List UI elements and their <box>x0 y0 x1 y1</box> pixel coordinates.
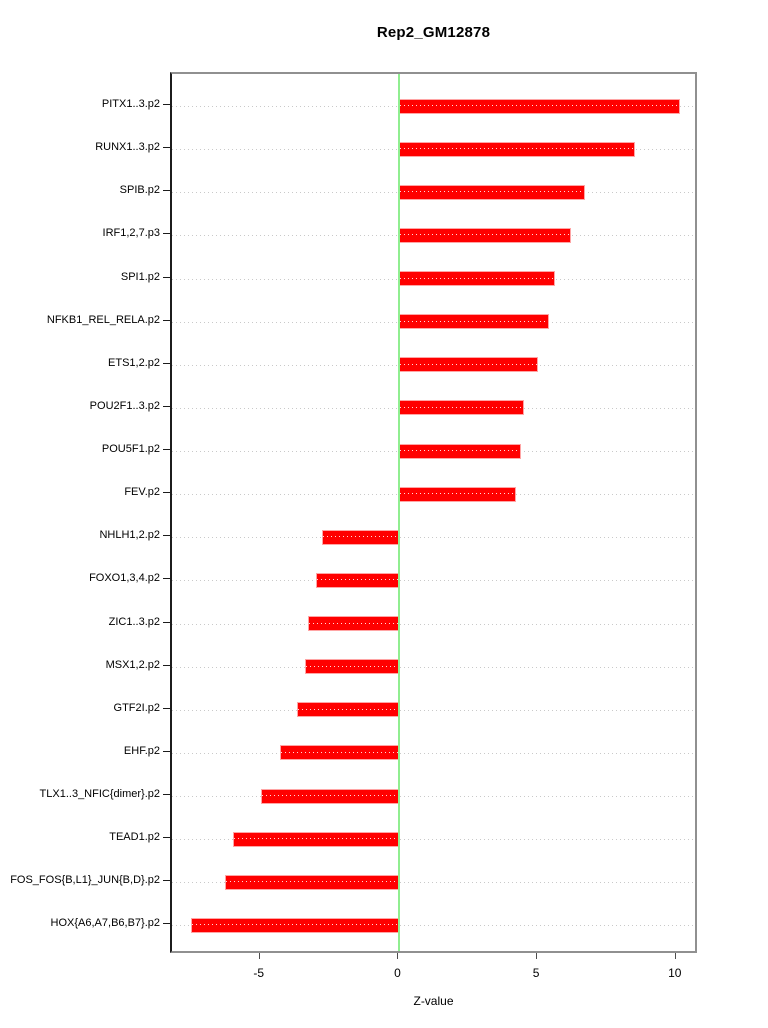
bar-IRF1,2,7.p3 <box>399 228 571 243</box>
y-tick-mark <box>163 320 170 321</box>
y-tick-label: GTF2I.p2 <box>113 701 160 714</box>
y-tick-label: NHLH1,2.p2 <box>99 529 160 542</box>
y-tick-mark <box>163 233 170 234</box>
y-tick-mark <box>163 837 170 838</box>
bar-grid-dots <box>281 752 398 753</box>
bar-ZIC1..3.p2 <box>308 616 400 631</box>
gridline <box>172 710 695 711</box>
y-tick-label: FOS_FOS{B,L1}_JUN{B,D}.p2 <box>10 874 160 887</box>
bar-GTF2I.p2 <box>297 702 400 717</box>
gridline <box>172 537 695 538</box>
bar-FOXO1,3,4.p2 <box>316 573 399 588</box>
y-tick-label: MSX1,2.p2 <box>105 658 160 671</box>
bar-MSX1,2.p2 <box>305 659 399 674</box>
y-tick-mark <box>163 880 170 881</box>
x-tick-label: -5 <box>253 966 265 980</box>
y-tick-mark <box>163 104 170 105</box>
x-tick-label: 5 <box>532 966 540 980</box>
x-tick-mark <box>536 953 537 959</box>
y-tick-label: SPI1.p2 <box>120 270 160 283</box>
zero-reference-line <box>398 74 400 951</box>
x-tick-mark <box>259 953 260 959</box>
plot-inner <box>172 74 695 951</box>
gridline <box>172 667 695 668</box>
bar-grid-dots <box>400 493 514 494</box>
y-tick-label: SPIB.p2 <box>119 184 160 197</box>
bar-grid-dots <box>192 924 398 925</box>
bar-grid-dots <box>306 666 398 667</box>
bar-grid-dots <box>317 579 398 580</box>
y-tick-label: EHF.p2 <box>123 744 160 757</box>
gridline <box>172 624 695 625</box>
y-tick-label: TLX1..3_NFIC{dimer}.p2 <box>39 788 160 801</box>
y-tick-mark <box>163 492 170 493</box>
chart-title: Rep2_GM12878 <box>376 24 491 41</box>
y-tick-mark <box>163 751 170 752</box>
y-tick-label: IRF1,2,7.p3 <box>102 227 160 240</box>
bar-grid-dots <box>400 105 678 106</box>
y-tick-mark <box>163 578 170 579</box>
bar-grid-dots <box>226 881 399 882</box>
gridline <box>172 796 695 797</box>
y-tick-mark <box>163 923 170 924</box>
x-axis-label: Z-value <box>413 994 454 1008</box>
bar-TLX1..3_NFIC{dimer}.p2 <box>261 789 400 804</box>
bar-POU5F1.p2 <box>399 444 521 459</box>
y-tick-label: FEV.p2 <box>124 486 160 499</box>
y-tick-label: HOX{A6,A7,B6,B7}.p2 <box>50 917 160 930</box>
y-tick-label: ZIC1..3.p2 <box>108 615 160 628</box>
x-tick-label: 10 <box>668 966 682 980</box>
bar-grid-dots <box>234 838 398 839</box>
x-tick-mark <box>675 953 676 959</box>
bar-grid-dots <box>400 278 553 279</box>
x-tick-mark <box>397 953 398 959</box>
y-tick-mark <box>163 708 170 709</box>
y-tick-label: POU2F1..3.p2 <box>89 399 160 412</box>
bar-SPIB.p2 <box>399 185 585 200</box>
bar-grid-dots <box>400 450 520 451</box>
x-tick-label: 0 <box>394 966 401 980</box>
bar-grid-dots <box>298 709 399 710</box>
y-tick-label: FOXO1,3,4.p2 <box>89 572 160 585</box>
y-tick-mark <box>163 665 170 666</box>
bar-HOX{A6,A7,B6,B7}.p2 <box>191 918 399 933</box>
bar-grid-dots <box>400 321 548 322</box>
bar-grid-dots <box>400 234 570 235</box>
y-tick-mark <box>163 449 170 450</box>
bar-grid-dots <box>400 364 537 365</box>
y-tick-mark <box>163 406 170 407</box>
bar-NFKB1_REL_RELA.p2 <box>399 314 549 329</box>
bar-RUNX1..3.p2 <box>399 142 635 157</box>
bar-grid-dots <box>309 623 399 624</box>
bar-FOS_FOS{B,L1}_JUN{B,D}.p2 <box>225 875 400 890</box>
bar-grid-dots <box>400 407 523 408</box>
y-tick-mark <box>163 190 170 191</box>
bar-TEAD1.p2 <box>233 832 399 847</box>
y-tick-label: RUNX1..3.p2 <box>95 141 160 154</box>
bar-PITX1..3.p2 <box>399 99 679 114</box>
bar-SPI1.p2 <box>399 271 554 286</box>
y-tick-label: ETS1,2.p2 <box>108 356 160 369</box>
y-tick-label: PITX1..3.p2 <box>101 98 160 110</box>
gridline <box>172 580 695 581</box>
y-tick-mark <box>163 363 170 364</box>
bar-POU2F1..3.p2 <box>399 400 524 415</box>
bar-EHF.p2 <box>280 745 399 760</box>
plot-area <box>170 72 697 953</box>
y-tick-mark <box>163 277 170 278</box>
y-tick-label: NFKB1_REL_RELA.p2 <box>46 313 160 326</box>
bar-ETS1,2.p2 <box>399 357 538 372</box>
bar-grid-dots <box>323 536 399 537</box>
y-tick-label: TEAD1.p2 <box>109 831 160 844</box>
bar-FEV.p2 <box>399 487 515 502</box>
y-tick-mark <box>163 622 170 623</box>
y-tick-mark <box>163 794 170 795</box>
bar-grid-dots <box>400 148 634 149</box>
gridline <box>172 753 695 754</box>
bar-grid-dots <box>262 795 399 796</box>
y-tick-label: POU5F1.p2 <box>101 443 160 456</box>
bar-NHLH1,2.p2 <box>322 530 400 545</box>
y-tick-mark <box>163 147 170 148</box>
y-tick-mark <box>163 535 170 536</box>
bar-grid-dots <box>400 191 584 192</box>
